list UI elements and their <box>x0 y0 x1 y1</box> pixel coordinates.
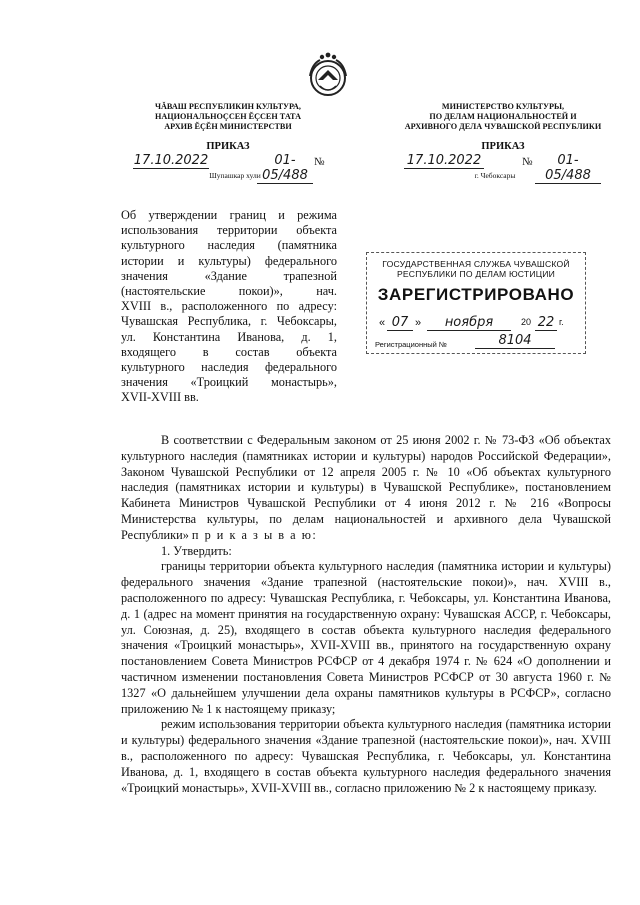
subject-line: XVIII в., расположенного по адресу: <box>121 299 337 314</box>
preamble-text: В соответствии с Федеральным законом от 25 июня 2002 г. № 73-ФЗ «Об объектах культурного наследия (памятниках истории и культуры) народов Российской Федерации», Законом Чувашской Республики от 12 апреля 2005 г. № 10 «Об объектах культурного наследия (памятниках истории и культуры) в Чувашской Республике», постановлением Кабинета Министров Чувашской Республики от 4 июня 2012 г. № 216 «Вопросы Министерства культуры, по делам национальностей и архивного дела Чувашской Республики» <box>121 433 611 542</box>
header-right-line2: ПО ДЕЛАМ НАЦИОНАЛЬНОСТЕЙ И <box>429 112 577 121</box>
stamp-reg-number: 8104 <box>475 333 555 349</box>
order-title-left: ПРИКАЗ <box>206 141 250 152</box>
header-right-line1: МИНИСТЕРСТВО КУЛЬТУРЫ, <box>441 102 565 111</box>
order-word: п р и к а з ы в а ю: <box>191 527 318 542</box>
order-number-right: 01-05/488 <box>535 153 601 184</box>
stamp-year-suffix: г. <box>559 317 564 327</box>
order-date-left: 17.10.2022 <box>133 153 209 168</box>
subject-line: Об утверждении границ и режима <box>121 208 337 222</box>
stamp-day: 07 <box>387 315 413 331</box>
header-left-line2: НАЦИОНАЛЬНОÇСЕН ĔÇСЕН ТАТА <box>155 112 301 121</box>
subject-line: входящего в состав объекта <box>121 344 337 359</box>
order-date-right: 17.10.2022 <box>404 153 484 169</box>
header-right-line3: АРХИВНОГО ДЕЛА ЧУВАШСКОЙ РЕСПУБЛИКИ <box>404 122 602 131</box>
subject-line: значения «Троицкий монастырь», <box>121 375 337 390</box>
header-right <box>398 102 608 132</box>
coat-of-arms-emblem <box>300 48 356 104</box>
number-sign-right: № <box>522 156 533 168</box>
stamp-line1: ГОСУДАРСТВЕННАЯ СЛУЖБА ЧУВАШСКОЙ <box>382 259 570 269</box>
stamp-year: 22 <box>535 315 557 331</box>
order-number-left: 01-05/488 <box>257 153 313 184</box>
stamp-line2: РЕСПУБЛИКИ ПО ДЕЛАМ ЮСТИЦИИ <box>396 269 556 279</box>
subject-line: культурного наследия (памятника <box>121 238 337 253</box>
subject-line: истории и культуры) федерального <box>121 253 337 268</box>
stamp-registered: ЗАРЕГИСТРИРОВАНО <box>377 285 575 304</box>
order-body <box>121 433 611 796</box>
stamp-month: ноября <box>427 315 511 331</box>
subject-line: значения «Здание трапезной <box>121 268 337 283</box>
subject-line: Чувашская Республика, г. Чебоксары, <box>121 314 337 329</box>
header-left-line3: АРХИВ ĔÇĔН МИНИСТЕРСТВИ <box>164 122 292 131</box>
place-right: г. Чебоксары <box>474 171 516 180</box>
item1-paragraph-borders: границы территории объекта культурного наследия (памятника истории и культуры) федерального значения «Здание трапезной (настоятельские покои)», нач. XVIII в., расположенного по адресу: Чувашская Республика, г. Чебоксары, ул. Константина Иванова, д. 1 (адрес на момент принятия на государственную охрану: Чувашская АССР, г. Чебоксары, ул. Союзная, д. 25), входящего в состав объекта культурного наследия федерального значения «Троицкий монастырь», XVII-XVIII вв., принятого на государственную охрану постановлением Совета Министров РСФСР от 4 декабря 1974 г. № 624 «О дополнении и частичном изменении постановления Совета Министров РСФСР от 30 августа 1960 г. № 1327 «О дальнейшем улучшении дела охраны памятников культуры в РСФСР», согласно приложению № 1 к настоящему приказу; <box>121 559 611 716</box>
order-subject <box>121 208 337 406</box>
item1-paragraph-regime: режим использования территории объекта культурного наследия (памятника истории и культуры) федерального значения «Здание трапезной (настоятельские покои)», нач. XVIII в., расположенного по адресу: Чувашская Республика, г. Чебоксары, ул. Константина Иванова, д. 1, входящего в состав объекта культурного наследия федерального значения «Троицкий монастырь», XVII-XVIII вв., согласно приложению № 2 к настоящему приказу. <box>121 717 611 795</box>
preamble-paragraph <box>121 433 611 544</box>
subject-line: использования территории объекта <box>121 223 337 238</box>
order-title-right: ПРИКАЗ <box>481 141 525 152</box>
header-left-line1: ЧĂВАШ РЕСПУБЛИКИН КУЛЬТУРА, <box>155 102 301 111</box>
registration-stamp <box>366 252 586 354</box>
stamp-date-row <box>375 315 579 333</box>
place-left: Шупашкар хули <box>209 171 261 180</box>
header-left <box>138 102 318 132</box>
number-sign-left: № <box>314 156 325 168</box>
stamp-year-prefix: 20 <box>521 317 532 327</box>
subject-line: (настоятельские покои)», нач. <box>121 284 337 299</box>
subject-line: культурного наследия федерального <box>121 360 337 375</box>
subject-line: XVII-XVIII вв. <box>121 390 199 405</box>
subject-line: ул. Константина Иванова, д. 1, <box>121 329 337 344</box>
stamp-quote-open: « <box>379 317 386 329</box>
item1-heading: 1. Утвердить: <box>161 543 232 558</box>
stamp-reg-label: Регистрационный № <box>375 340 447 349</box>
stamp-quote-close: » <box>415 317 422 329</box>
